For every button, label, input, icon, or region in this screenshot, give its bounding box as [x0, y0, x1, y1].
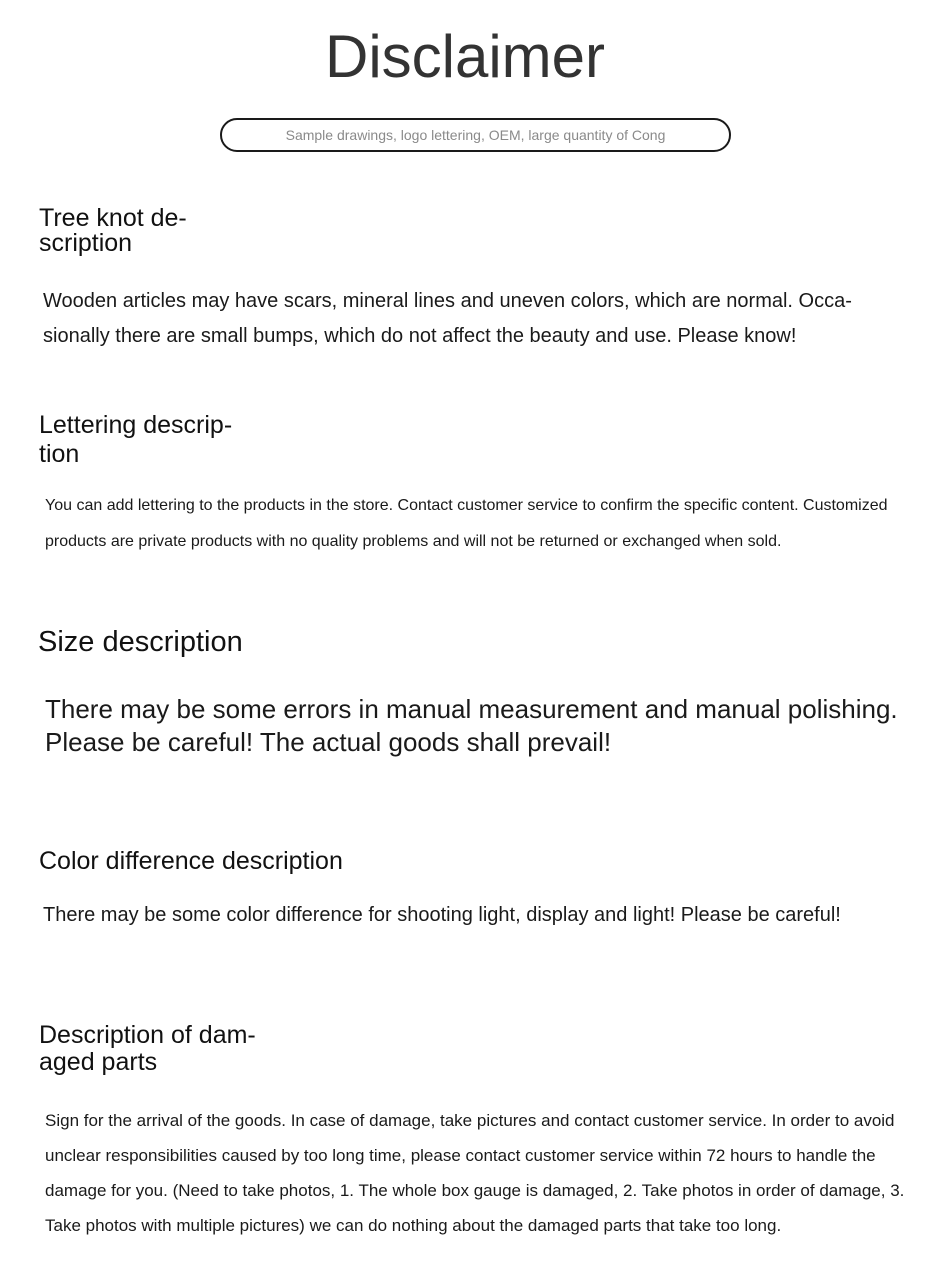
size-text: There may be some errors in manual measurement and manual polishing. Please be careful! The actual goods shall prevail! [45, 694, 898, 757]
lettering-heading-line1: Lettering descrip- [39, 411, 233, 439]
tree-knot-heading [39, 206, 259, 256]
lettering-heading [39, 411, 279, 469]
color-difference-text: There may be some color difference for shooting light, display and light! Please be careful! [43, 904, 841, 926]
damaged-parts-text: Sign for the arrival of the goods. In case of damage, take pictures and contact customer service. In order to avoid unclear responsibilities caused by too long time, please contact customer service within 72 hours to handle the damage for you. (Need to take photos, 1. The whole box gauge is damaged, 2. Take photos in order of damage, 3. Take photos with multiple pictures) we can do nothing about the damaged parts that take too long. [45, 1111, 905, 1235]
page-title: Disclaimer [324, 23, 606, 90]
damaged-parts-heading-line2: aged parts [39, 1048, 158, 1076]
damaged-parts-heading [39, 1022, 299, 1076]
lettering-heading-line2: tion [39, 440, 80, 468]
tree-knot-heading-line1: Tree knot de- [39, 204, 187, 232]
tree-knot-text: Wooden articles may have scars, mineral lines and uneven colors, which are normal. Occa- sionally there are small bumps, which do not affect the beauty and use. Please know! [43, 290, 852, 347]
color-difference-heading: Color difference description [39, 847, 343, 875]
damaged-parts-heading-line1: Description of dam- [39, 1021, 256, 1049]
size-heading: Size description [38, 626, 243, 658]
lettering-text: You can add lettering to the products in the store. Contact customer service to confirm the specific content. Customized products are private products with no quality problems and will not be returned or exchanged when sold. [45, 497, 888, 550]
tree-knot-heading-line2: scription [39, 229, 133, 257]
subtitle-banner: Sample drawings, logo lettering, OEM, large quantity of Cong [220, 118, 731, 152]
